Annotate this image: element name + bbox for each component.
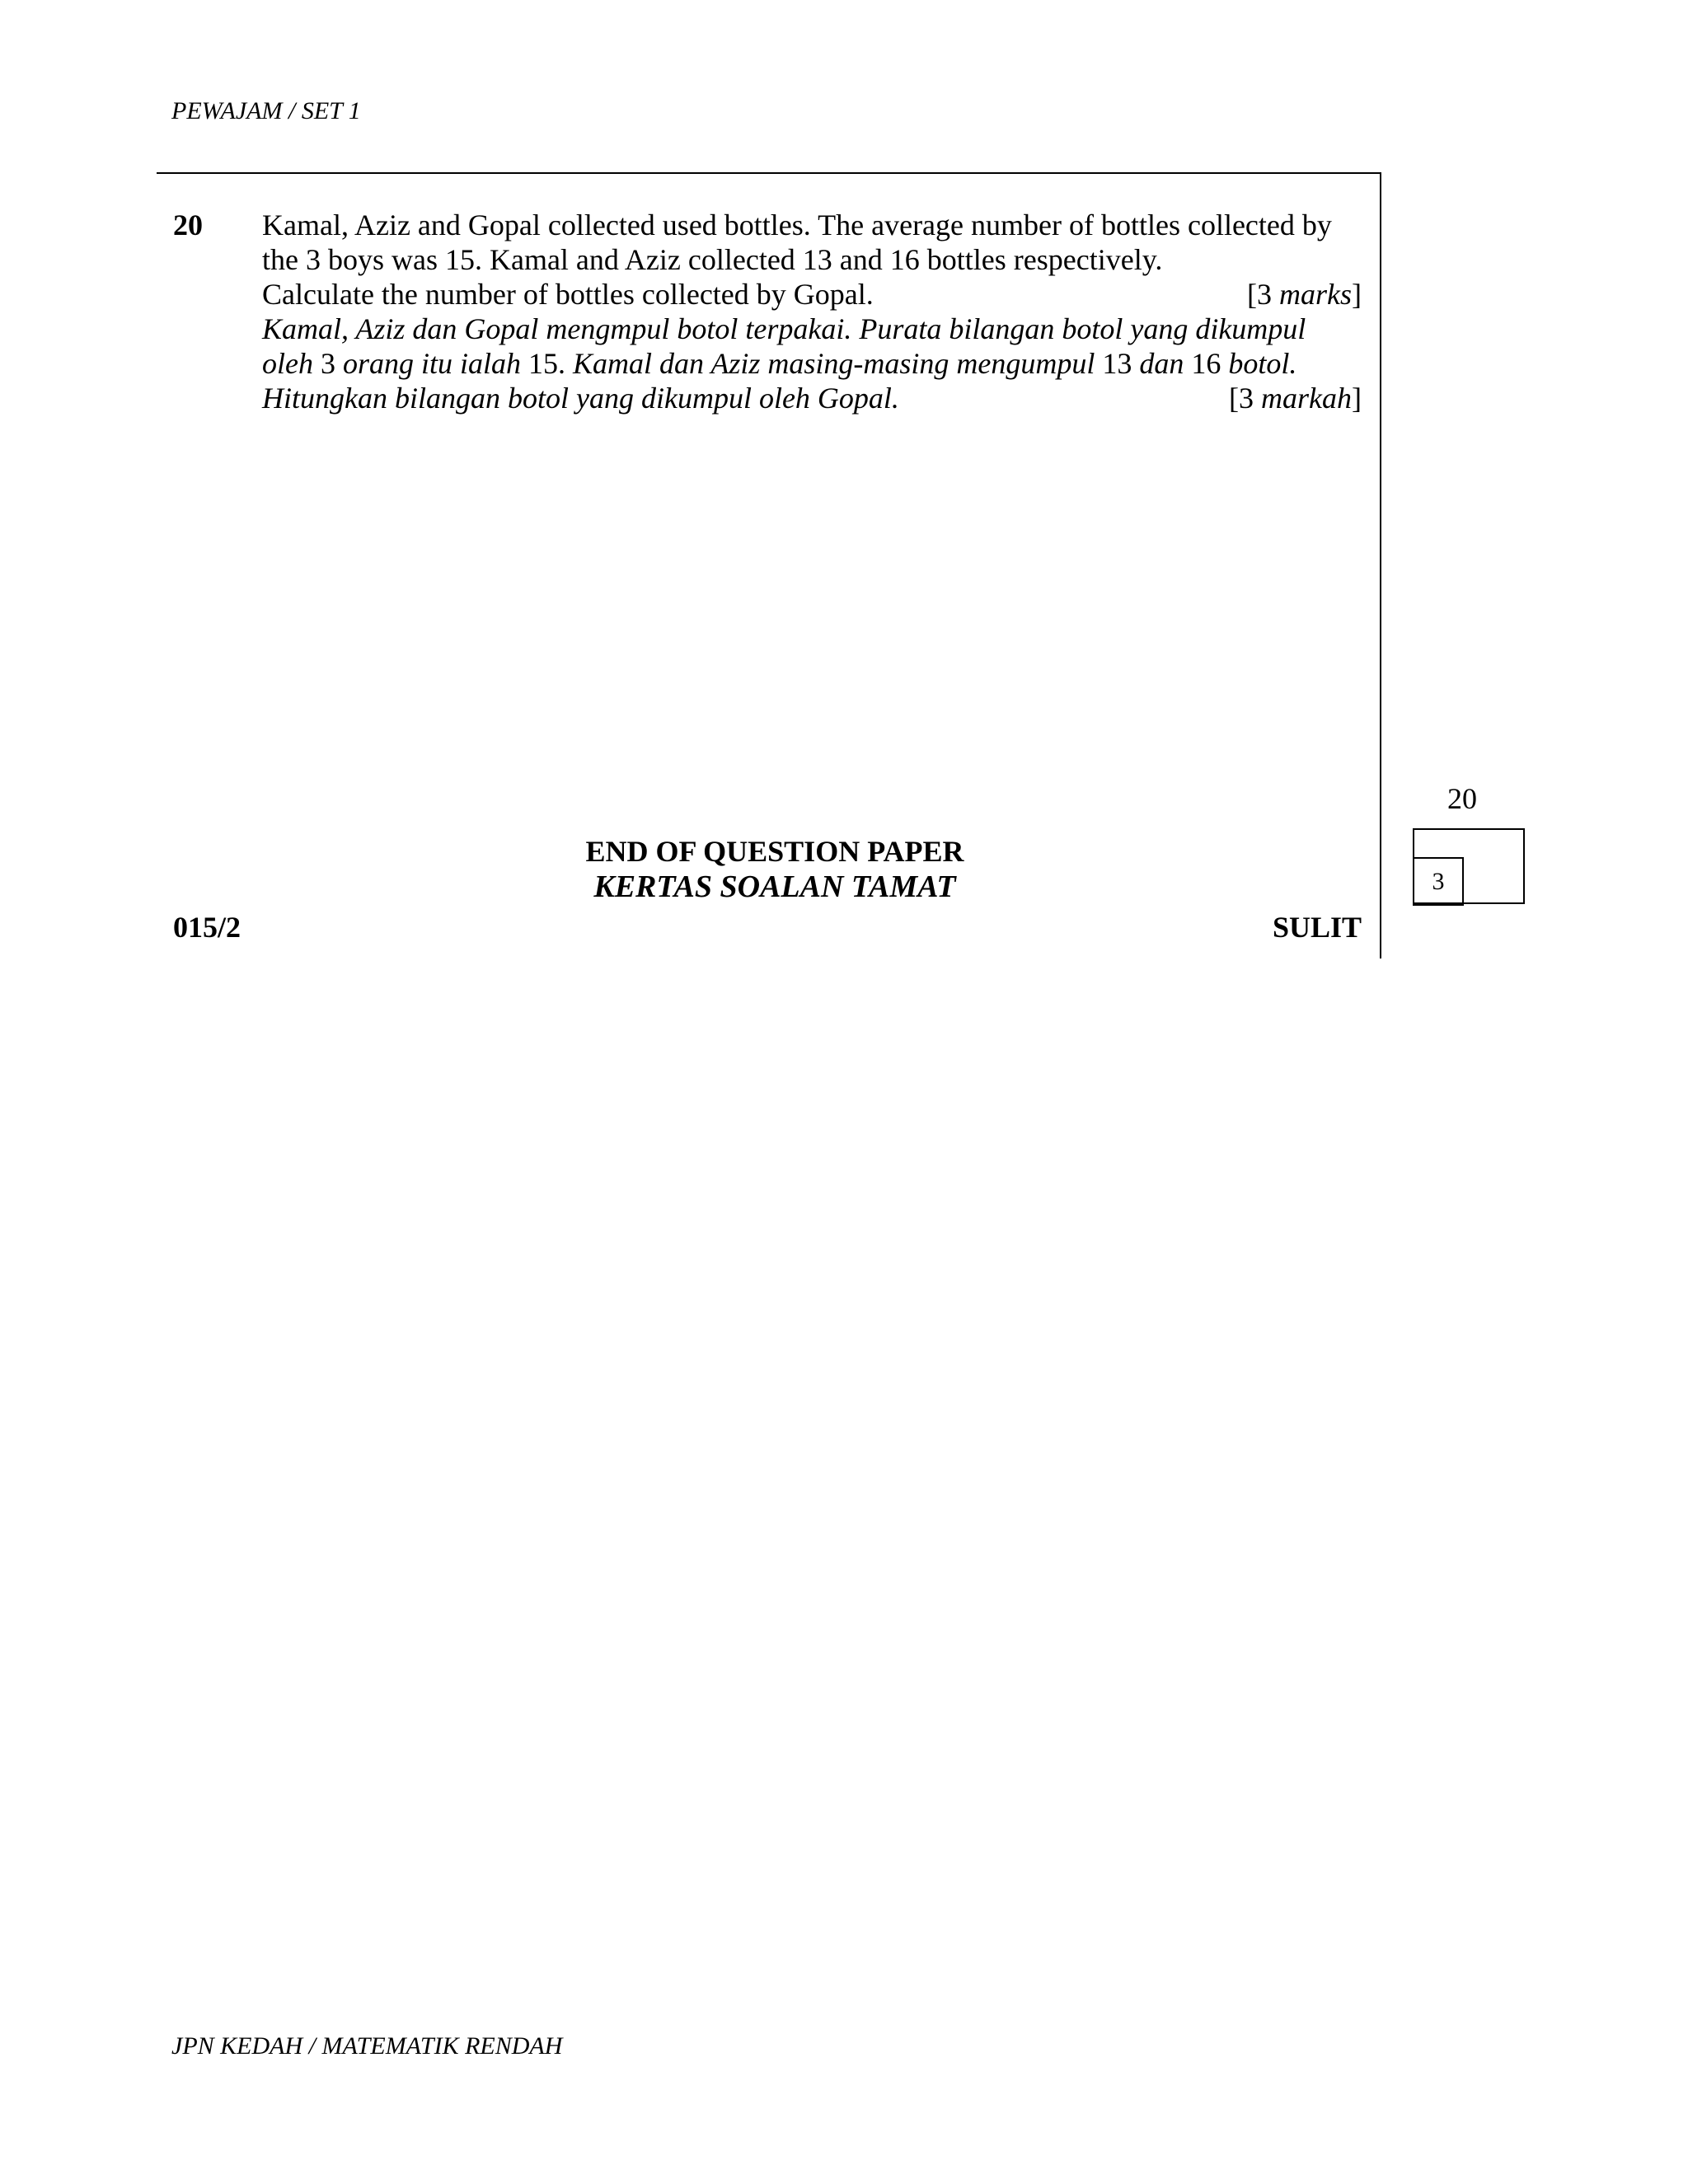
end-of-paper-english: END OF QUESTION PAPER	[585, 835, 964, 868]
malay-line-2-part-d: 15.	[528, 347, 566, 380]
marks-malay-close: ]	[1352, 382, 1362, 415]
page-header: PEWAJAM / SET 1	[171, 97, 361, 124]
marks-english-close: ]	[1352, 278, 1362, 311]
marks-english-open: [3	[1247, 278, 1279, 311]
malay-line-2-part-h: 16	[1191, 347, 1221, 380]
right-margin-rule	[1380, 172, 1381, 958]
malay-line-2-part-g: dan	[1132, 347, 1192, 380]
question-english-line-2: the 3 boys was 15. Kamal and Aziz collected 13 and 16 bottles respectively.	[262, 243, 1163, 276]
classification-label: SULIT	[1272, 911, 1362, 944]
question-malay-line-3: Hitungkan bilangan botol yang dikumpul oleh Gopal.	[262, 382, 899, 415]
question-english-line-3: Calculate the number of bottles collected by Gopal.	[262, 278, 874, 311]
malay-line-2-part-i: botol.	[1221, 347, 1297, 380]
malay-line-2-part-b: 3	[320, 347, 335, 380]
marks-malay	[1229, 381, 1362, 415]
top-rule	[157, 172, 1381, 174]
question-english-line-1: Kamal, Aziz and Gopal collected used bottles. The average number of bottles collected by	[262, 209, 1332, 241]
marks-english	[1247, 277, 1362, 312]
marks-box-value: 3	[1413, 857, 1464, 906]
malay-line-2-part-e: Kamal dan Aziz masing-masing mengumpul	[565, 347, 1103, 380]
malay-line-2-part-a: oleh	[262, 347, 321, 380]
question-number: 20	[173, 209, 203, 241]
page-footer: JPN KEDAH / MATEMATIK RENDAH	[171, 2032, 563, 2060]
marks-box-question-number: 20	[1447, 782, 1477, 815]
marks-malay-word: markah	[1261, 382, 1352, 415]
paper-code: 015/2	[173, 911, 241, 944]
question-malay-line-1: Kamal, Aziz dan Gopal mengmpul botol terpakai. Purata bilangan botol yang dikumpul	[262, 312, 1306, 345]
malay-line-2-part-f: 13	[1102, 347, 1132, 380]
marks-malay-open: [3	[1229, 382, 1261, 415]
malay-line-2-part-c: orang itu ialah	[335, 347, 529, 380]
marks-english-word: marks	[1279, 278, 1352, 311]
question-malay-line-2	[262, 346, 1296, 381]
end-of-paper-malay: KERTAS SOALAN TAMAT	[593, 869, 956, 904]
